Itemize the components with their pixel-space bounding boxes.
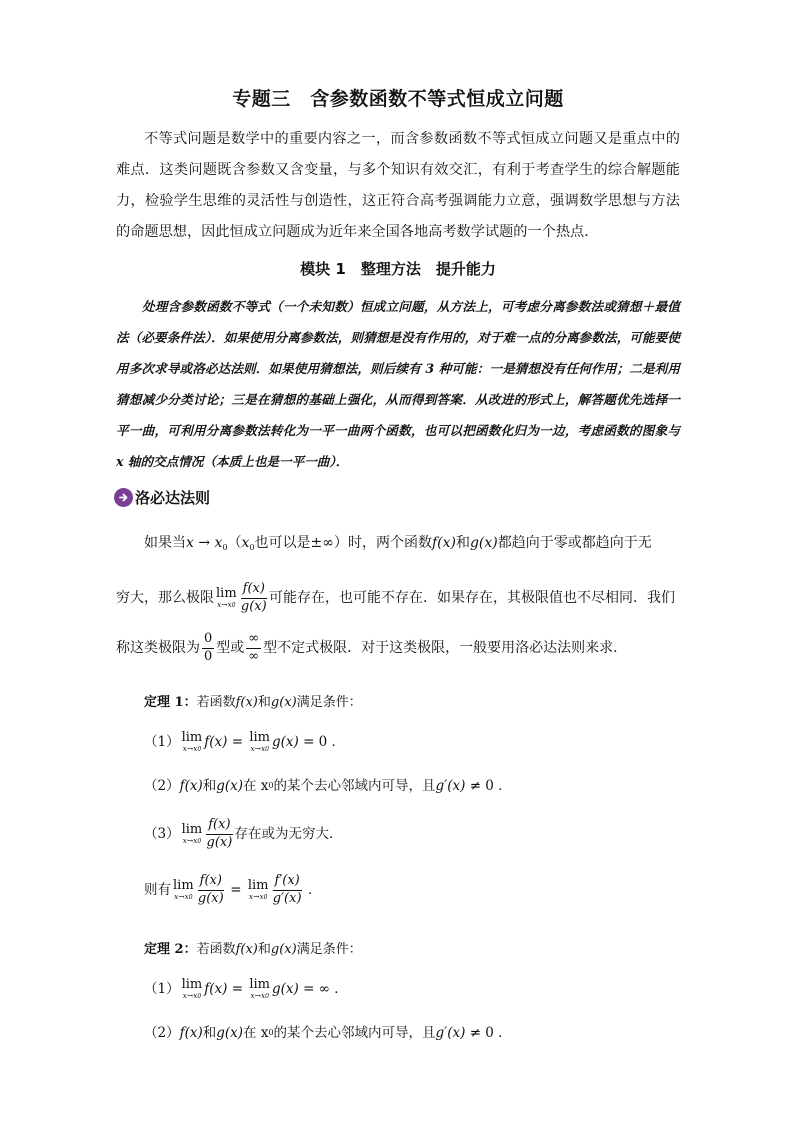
- body-line-2: 穷大，那么极限 lim x→x0 $\frac{f(x)}{g(x)}$ 可能存在，也可能不存在．如果存在，其极限值也不尽相同．我们: [116, 581, 675, 614]
- section-title: 洛必达法则: [135, 489, 211, 507]
- theorem-1-conclusion: 则有 lim x→x0 $\frac{f(x)}{g(x)}$ = lim x→x0 $\frac{f'(x)}{g'(x)}$ ．: [144, 873, 322, 906]
- theorem-2-heading: 定理 2：若函数f(x)和g(x)满足条件：: [144, 942, 362, 957]
- method-paragraph: 处理含参数函数不等式（一个未知数）恒成立问题，从方法上，可考虑分离参数法或猜想＋最值法（必要条件法）．如果使用分离参数法，则猜想是没有作用的，对于难一点的分离参数法，可能要使用多次求导或洛必达法则．如果使用猜想法，则后续有 3 种可能：一是猜想没有任何作用；二是利用猜想减少分类讨论；三是在猜想的基础上强化，从而得到答案．从改进的形式上，解答题优先选择一平一曲，可利用分离参数法转化为一平一曲两个函数，也可以把函数化归为一边，考虑函数的图象与 x 轴的交点情况（本质上也是一平一曲）．: [116, 299, 680, 469]
- theorem-1-condition-2: （2） f(x) 和 g(x) 在 x 0 的某个去心邻域内可导，且 g′(x) ≠ 0 ．: [144, 778, 512, 794]
- theorem-2-condition-1: （1） lim x→x0 f(x) = lim x→x0 g(x) = ∞ ．: [144, 977, 348, 1000]
- arrow-right-circle-icon: [114, 488, 133, 507]
- body-line-1: 如果当$x \to x_0(x_0$也可以是±∞）时，两个函数f(x)和g(x)都趋向于零或都趋向于无: [144, 535, 652, 552]
- theorem-2-condition-2: （2） f(x) 和 g(x) 在 x 0 的某个去心邻域内可导，且 g′(x) ≠ 0 ．: [144, 1025, 512, 1041]
- section-header: [114, 487, 680, 508]
- theorem-1-condition-1: （1） lim x→x0 f(x) = lim x→x0 g(x) = 0 ．: [144, 730, 346, 753]
- intro-paragraph: 不等式问题是数学中的重要内容之一，而含参数函数不等式恒成立问题又是重点中的难点．这类问题既含参数又含变量，与多个知识有效交汇，有利于考查学生的综合解题能力，检验学生思维的灵活性与创造性，这正符合高考强调能力立意，强调数学思想与方法的命题思想，因此恒成立问题成为近年来全国各地高考数学试题的一个热点．: [116, 131, 680, 240]
- theorem-1-heading: 定理 1：若函数f(x)和g(x)满足条件：: [144, 695, 362, 710]
- page-title: 专题三 含参数函数不等式恒成立问题: [232, 88, 564, 110]
- module-title: 模块 1 整理方法 提升能力: [300, 260, 496, 278]
- theorem-1-condition-3: （3） lim x→x0 $\frac{f(x)}{g(x)}$ 存在或为无穷大．: [144, 817, 343, 850]
- document-page: [116, 84, 680, 1055]
- body-line-3: 称这类极限为 $\frac{0}{0}$ 型或 $\frac{\infty}{\infty}$ 型不定式极限．对于这类极限，一般要用洛必达法则来求．: [116, 631, 628, 664]
